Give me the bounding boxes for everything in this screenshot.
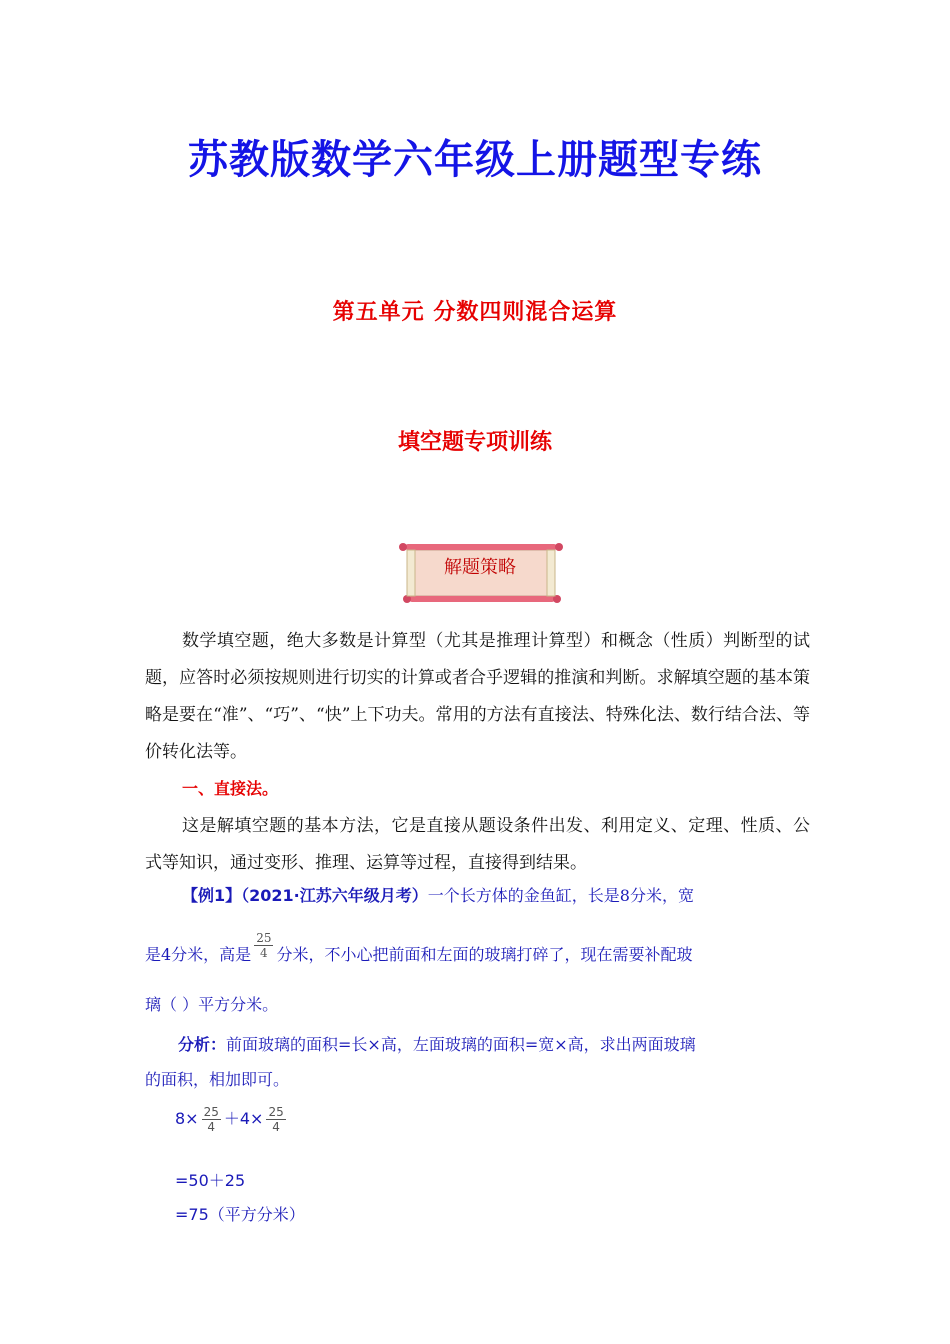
fraction-numerator: 25 bbox=[256, 931, 272, 945]
example-text: 分米，不小心把前面和左面的玻璃打碎了，现在需要补配玻 bbox=[276, 945, 693, 964]
analysis-text: 前面玻璃的面积=长×高，左面玻璃的面积=宽×高，求出两面玻璃 bbox=[226, 1035, 696, 1054]
analysis-line2: 的面积，相加即可。 bbox=[145, 1070, 290, 1089]
fraction bbox=[202, 1105, 221, 1134]
calc-text: ＋4× bbox=[223, 1109, 264, 1128]
example-text: 是4分米，高是 bbox=[145, 945, 252, 964]
calc-text: 8× bbox=[175, 1109, 199, 1128]
example-text: 一个长方体的金鱼缸，长是8分米，宽 bbox=[427, 886, 694, 905]
fraction bbox=[254, 931, 273, 960]
calc-step-2: =50＋25 bbox=[175, 1171, 246, 1190]
example-1-line1 bbox=[182, 886, 694, 906]
fraction-denominator: 4 bbox=[260, 946, 268, 960]
fraction bbox=[266, 1105, 285, 1134]
example-tag: 【例1】 bbox=[182, 886, 242, 905]
calc-result: =75 bbox=[175, 1205, 209, 1224]
fraction-numerator: 25 bbox=[268, 1105, 284, 1119]
fraction-denominator: 4 bbox=[207, 1120, 216, 1134]
analysis-line1 bbox=[178, 1035, 696, 1055]
fraction-numerator: 25 bbox=[203, 1105, 219, 1119]
calc-step-3 bbox=[175, 1202, 305, 1225]
scroll-label: 解题策略 bbox=[444, 557, 516, 578]
calc-unit: （平方分米） bbox=[208, 1205, 305, 1224]
analysis-label: 分析： bbox=[178, 1035, 227, 1054]
strategy-scroll-banner bbox=[395, 538, 565, 608]
example-1-line3: 璃（ ）平方分米。 bbox=[145, 995, 279, 1014]
intro-paragraph: 数学填空题，绝大多数是计算型（尤其是推理计算型）和概念（性质）判断型的试题，应答时必须按规则进行切实的计算或者合乎逻辑的推演和判断。求解填空题的基本策略是要在“准”、“巧”、“快”上下功夫。常用的方法有直接法、特殊化法、数行结合法、等价转化法等。 bbox=[145, 631, 810, 762]
example-source: （2021·江苏六年级月考） bbox=[241, 886, 428, 905]
unit-title: 第五单元 分数四则混合运算 bbox=[332, 300, 618, 325]
page-title: 苏教版数学六年级上册题型专练 bbox=[188, 137, 762, 183]
section-title: 填空题专项训练 bbox=[397, 430, 552, 455]
calc-step-1 bbox=[175, 1105, 289, 1134]
method-heading-direct: 一、直接法。 bbox=[182, 779, 279, 798]
example-1-line2 bbox=[145, 931, 693, 975]
fraction-denominator: 4 bbox=[272, 1120, 280, 1134]
method-paragraph-direct: 这是解填空题的基本方法，它是直接从题设条件出发、利用定义、定理、性质、公式等知识，通过变形、推理、运算等过程，直接得到结果。 bbox=[145, 816, 810, 873]
